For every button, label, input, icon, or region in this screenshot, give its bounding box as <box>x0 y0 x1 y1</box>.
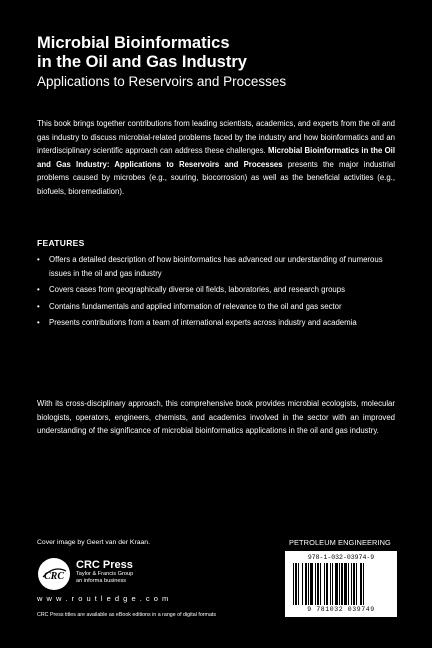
description-intro: This book brings together contributions from leading scientists, academics, and experts from the oil and gas industry to discuss microbial-related problems faced by the industry and how bioinformatics and an interdisciplinary scientific approach can address these challenges. <box>37 119 395 156</box>
bullet-icon: • <box>37 301 40 311</box>
barcode-bar <box>295 563 297 605</box>
title-line-2: in the Oil and Gas Industry <box>37 53 247 71</box>
crc-logo-icon <box>37 557 71 591</box>
barcode-bar <box>351 563 352 605</box>
publisher-logo <box>37 557 197 607</box>
isbn-barcode <box>285 551 397 617</box>
barcode-bar <box>305 563 307 605</box>
barcode-bar <box>324 563 325 605</box>
publisher-name: CRC Press <box>76 559 133 571</box>
barcode-digits: 9 781032 039749 <box>307 606 375 613</box>
isbn-number: 978-1-032-03974-9 <box>307 554 375 561</box>
barcode-bar <box>360 563 362 605</box>
barcode-bar <box>348 563 349 605</box>
publisher-text <box>76 559 133 585</box>
feature-item <box>37 283 395 297</box>
publisher-url: w w w . r o u t l e d g e . c o m <box>37 594 170 603</box>
barcode-bar <box>310 563 313 605</box>
feature-item <box>37 300 395 314</box>
features-list <box>37 253 395 333</box>
feature-text: Offers a detailed description of how bioinformatics has advanced our understanding of numerous issues in the oil and gas industry <box>49 255 383 278</box>
publisher-group: Taylor & Francis Group <box>76 571 134 577</box>
barcode-bar <box>315 563 316 605</box>
feature-text: Contains fundamentals and applied information of relevance to the oil and gas sector <box>49 301 342 311</box>
barcode-bar <box>302 563 303 605</box>
barcode-bar <box>341 563 343 605</box>
bullet-icon: • <box>37 285 40 295</box>
description-bold-title: Microbial Bioinformatics in the Oil and Gas Industry: Applications to Reservoirs and Processes <box>37 146 396 169</box>
barcode-bars <box>293 563 391 605</box>
barcode-bar <box>335 563 338 605</box>
barcode-bar <box>317 563 319 605</box>
book-subtitle: Applications to Reservoirs and Processes <box>37 74 287 89</box>
feature-item <box>37 316 395 330</box>
description-paragraph <box>37 117 395 199</box>
publisher-tagline: an informa business <box>76 578 127 584</box>
description-rest: presents the major industrial problems caused by microbes (e.g., souring, biocorrosion) as well as the beneficial activities (e.g., biofuels, bioremediation). <box>37 159 395 196</box>
bullet-icon: • <box>37 255 40 264</box>
ebook-footnote: CRC Press titles are available as eBook editions in a range of digital formats <box>37 612 217 618</box>
barcode-bar <box>353 563 355 605</box>
title-line-1: Microbial Bioinformatics <box>37 34 230 52</box>
barcode-bar <box>330 563 331 605</box>
subject-category: PETROLEUM ENGINEERING <box>289 538 391 547</box>
book-title <box>37 34 397 72</box>
logo-letters: CRC <box>43 571 65 582</box>
barcode-bar <box>326 563 328 605</box>
feature-item <box>37 253 395 280</box>
feature-text: Presents contributions from a team of international experts across industry and academia <box>49 318 357 328</box>
feature-text: Covers cases from geographically diverse oil fields, laboratories, and research groups <box>49 285 345 295</box>
barcode-bar <box>320 563 321 605</box>
barcode-bar <box>356 563 357 605</box>
barcode-bar <box>363 563 364 605</box>
features-heading: FEATURES <box>37 238 85 248</box>
barcode-bar <box>339 563 340 605</box>
bullet-icon: • <box>37 318 40 328</box>
barcode-bar <box>293 563 294 605</box>
barcode-bar <box>344 563 347 605</box>
closing-paragraph: With its cross-disciplinary approach, this comprehensive book provides microbial ecologists, molecular biologists, operators, engineers, chemists, and academics involved in the sector with an improved understanding of the significance of microbial bioinformatics applications in the oil and gas industry. <box>37 399 395 436</box>
barcode-bar <box>308 563 309 605</box>
cover-image-credit: Cover image by Geert van der Kraan. <box>37 539 150 546</box>
barcode-bar <box>332 563 333 605</box>
barcode-bar <box>298 563 299 605</box>
